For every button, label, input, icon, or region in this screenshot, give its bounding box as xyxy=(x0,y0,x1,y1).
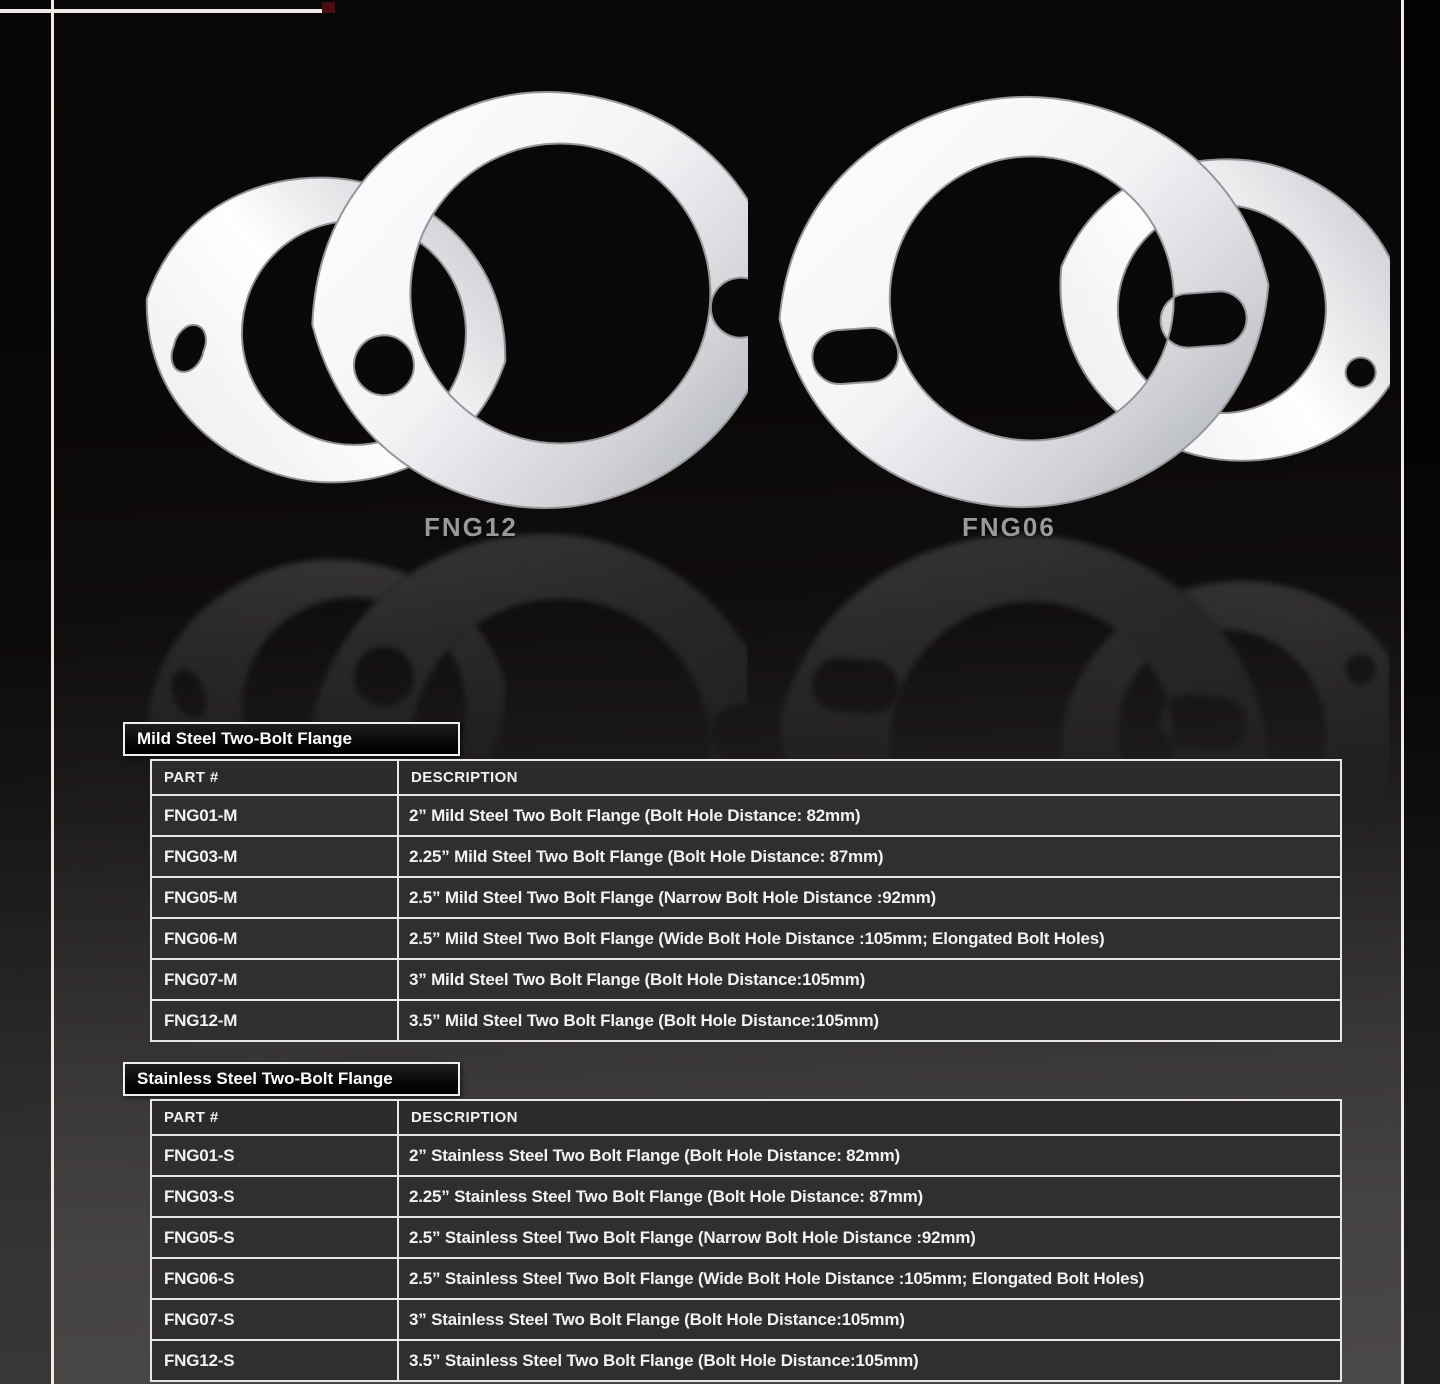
table-row xyxy=(151,1340,1341,1381)
table-row xyxy=(151,795,1341,836)
part-cell: FNG07-S xyxy=(151,1299,398,1340)
left-frame-line xyxy=(51,0,54,1384)
table-row xyxy=(151,877,1341,918)
description-cell: 2” Stainless Steel Two Bolt Flange (Bolt Hole Distance: 82mm) xyxy=(398,1135,1341,1176)
description-header: DESCRIPTION xyxy=(398,1100,1341,1135)
table-header-row xyxy=(151,760,1341,795)
table-row xyxy=(151,1217,1341,1258)
description-header: DESCRIPTION xyxy=(398,760,1341,795)
part-header: PART # xyxy=(151,760,398,795)
part-header: PART # xyxy=(151,1100,398,1135)
product-label-fng12: FNG12 xyxy=(424,512,518,542)
left-margin-strip xyxy=(0,0,51,1384)
description-cell: 3” Mild Steel Two Bolt Flange (Bolt Hole Distance:105mm) xyxy=(398,959,1341,1000)
description-cell: 3” Stainless Steel Two Bolt Flange (Bolt Hole Distance:105mm) xyxy=(398,1299,1341,1340)
section-title-mild-steel: Mild Steel Two-Bolt Flange xyxy=(123,722,460,756)
part-cell: FNG05-S xyxy=(151,1217,398,1258)
part-cell: FNG01-S xyxy=(151,1135,398,1176)
right-margin-strip xyxy=(1404,0,1440,1384)
description-cell: 2.25” Mild Steel Two Bolt Flange (Bolt Hole Distance: 87mm) xyxy=(398,836,1341,877)
mild-steel-table xyxy=(150,759,1342,1042)
table-row xyxy=(151,918,1341,959)
right-frame-line xyxy=(1401,0,1404,1384)
flange-illustration-fng12 xyxy=(128,72,748,532)
table-row xyxy=(151,1000,1341,1041)
spec-table xyxy=(150,759,1342,1042)
table-row xyxy=(151,1258,1341,1299)
product-image-fng06 xyxy=(742,72,1390,532)
flange-illustration-fng06 xyxy=(742,72,1390,532)
description-cell: 3.5” Mild Steel Two Bolt Flange (Bolt Hole Distance:105mm) xyxy=(398,1000,1341,1041)
part-cell: FNG12-S xyxy=(151,1340,398,1381)
part-cell: FNG03-S xyxy=(151,1176,398,1217)
product-image-fng12 xyxy=(128,72,748,532)
top-frame-line xyxy=(0,9,323,13)
description-cell: 2.5” Stainless Steel Two Bolt Flange (Narrow Bolt Hole Distance :92mm) xyxy=(398,1217,1341,1258)
description-cell: 2” Mild Steel Two Bolt Flange (Bolt Hole Distance: 82mm) xyxy=(398,795,1341,836)
part-cell: FNG01-M xyxy=(151,795,398,836)
section-title-stainless-steel: Stainless Steel Two-Bolt Flange xyxy=(123,1062,460,1096)
table-row xyxy=(151,836,1341,877)
table-row xyxy=(151,1299,1341,1340)
description-cell: 2.5” Stainless Steel Two Bolt Flange (Wide Bolt Hole Distance :105mm; Elongated Bolt Holes) xyxy=(398,1258,1341,1299)
description-cell: 2.25” Stainless Steel Two Bolt Flange (Bolt Hole Distance: 87mm) xyxy=(398,1176,1341,1217)
part-cell: FNG07-M xyxy=(151,959,398,1000)
part-cell: FNG03-M xyxy=(151,836,398,877)
red-accent-mark xyxy=(322,2,335,13)
part-cell: FNG12-M xyxy=(151,1000,398,1041)
part-cell: FNG05-M xyxy=(151,877,398,918)
product-label-fng06: FNG06 xyxy=(962,512,1056,542)
table-header-row xyxy=(151,1100,1341,1135)
part-cell: FNG06-S xyxy=(151,1258,398,1299)
table-row xyxy=(151,1135,1341,1176)
description-cell: 2.5” Mild Steel Two Bolt Flange (Narrow Bolt Hole Distance :92mm) xyxy=(398,877,1341,918)
part-cell: FNG06-M xyxy=(151,918,398,959)
spec-table xyxy=(150,1099,1342,1382)
description-cell: 2.5” Mild Steel Two Bolt Flange (Wide Bolt Hole Distance :105mm; Elongated Bolt Holes) xyxy=(398,918,1341,959)
table-row xyxy=(151,1176,1341,1217)
table-row xyxy=(151,959,1341,1000)
stainless-steel-table xyxy=(150,1099,1342,1382)
description-cell: 3.5” Stainless Steel Two Bolt Flange (Bolt Hole Distance:105mm) xyxy=(398,1340,1341,1381)
